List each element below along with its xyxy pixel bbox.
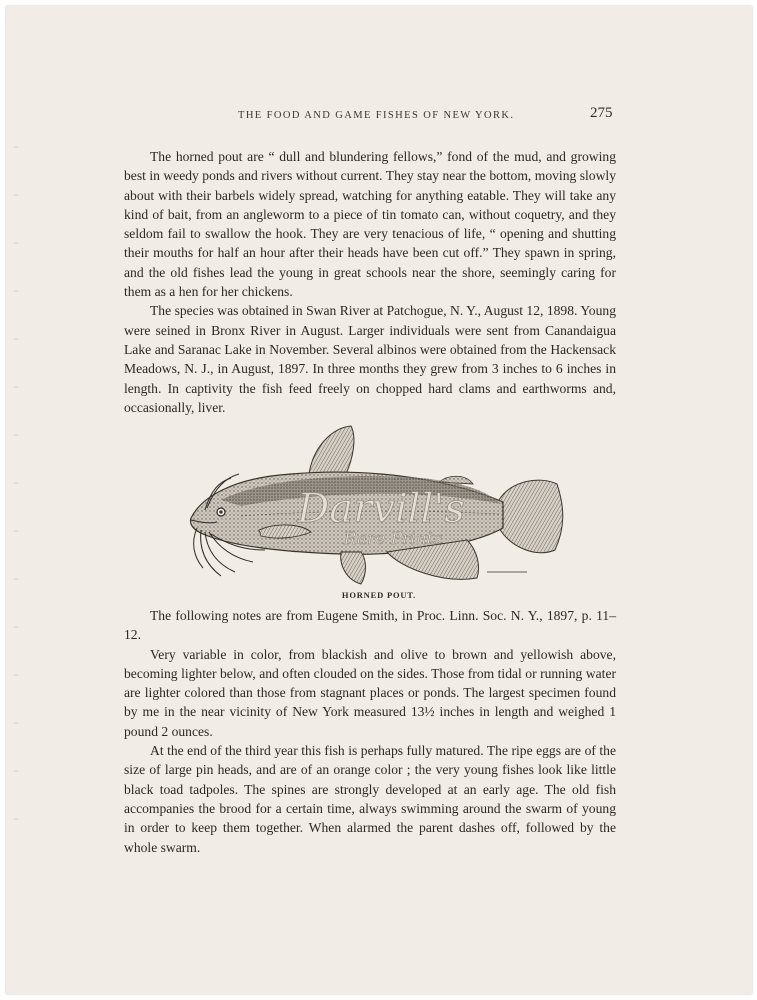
tail-fin [499, 480, 563, 553]
fish-engraving [181, 418, 571, 590]
svg-text:Darvill's: Darvill's [297, 486, 465, 532]
running-head: THE FOOD AND GAME FISHES OF NEW YORK. [238, 110, 515, 121]
page-edge-shadow [14, 146, 18, 866]
paragraph-coloration: Very variable in color, from blackish and olive to brown and yellowish above, becoming lighter below, and often clouded on the sides. Those from tidal or running water are lighter colored than those from stagnant places or ponds. The largest specimen found by me in the near vicinity of New York measured 13½ inches in length and weighed 1 pound 2 ounces. [124, 646, 616, 739]
figure-caption: HORNED POUT. [341, 590, 417, 600]
horned-pout-illustration [181, 418, 571, 590]
paragraph-localities: The species was obtained in Swan River at Patchogue, N. Y., August 12, 1898. Young were seined in Bronx River in August. Larger individuals were sent from Canandaigua Lake and Saranac Lake in November. Several albinos were obtained from the Hackensack Meadows, N. J., in August, 1897. In three months they grew from 3 inches to 6 inches in length. In captivity the fish feed freely on chopped hard clams and earthworms and, occasionally, liver. [124, 303, 616, 415]
page-number: 275 [590, 105, 613, 121]
book-page [6, 6, 752, 994]
paragraph-citation: The following notes are from Eugene Smith, in Proc. Linn. Soc. N. Y., 1897, p. 11–12. [124, 608, 616, 643]
paragraph-habits: The horned pout are “ dull and blundering fellows,” fond of the mud, and growing best in weedy ponds and rivers without current. They stay near the bottom, moving slowly about with their barbels widely spread, watching for anything eatable. They will take any kind of bait, from an angleworm to a piece of tin tomato can, without coquetry, and they seldom fail to swallow the hook. They are very tenacious of life, “ opening and shutting their mouths for half an hour after their heads have been cut off.” They spawn in spring, and the old fishes lead the young in great schools near the shore, seemingly caring for them as a hen for her chickens. [124, 149, 616, 300]
svg-text:Rare Prints: Rare Prints [343, 529, 443, 549]
lower-text-block [124, 606, 616, 857]
dorsal-fin [309, 426, 354, 474]
paragraph-maturity: At the end of the third year this fish is perhaps fully matured. The ripe eggs are of the size of large pin heads, and are of an orange color ; the very young fishes look like little black toad tadpoles. The spines are strongly developed at an early age. The old fish accompanies the brood for a certain time, always swimming around the swarm of young in order to keep them together. When alarmed the parent dashes off, followed by the whole swarm. [124, 743, 616, 855]
upper-text-block [124, 147, 616, 417]
pelvic-fin [341, 552, 366, 584]
